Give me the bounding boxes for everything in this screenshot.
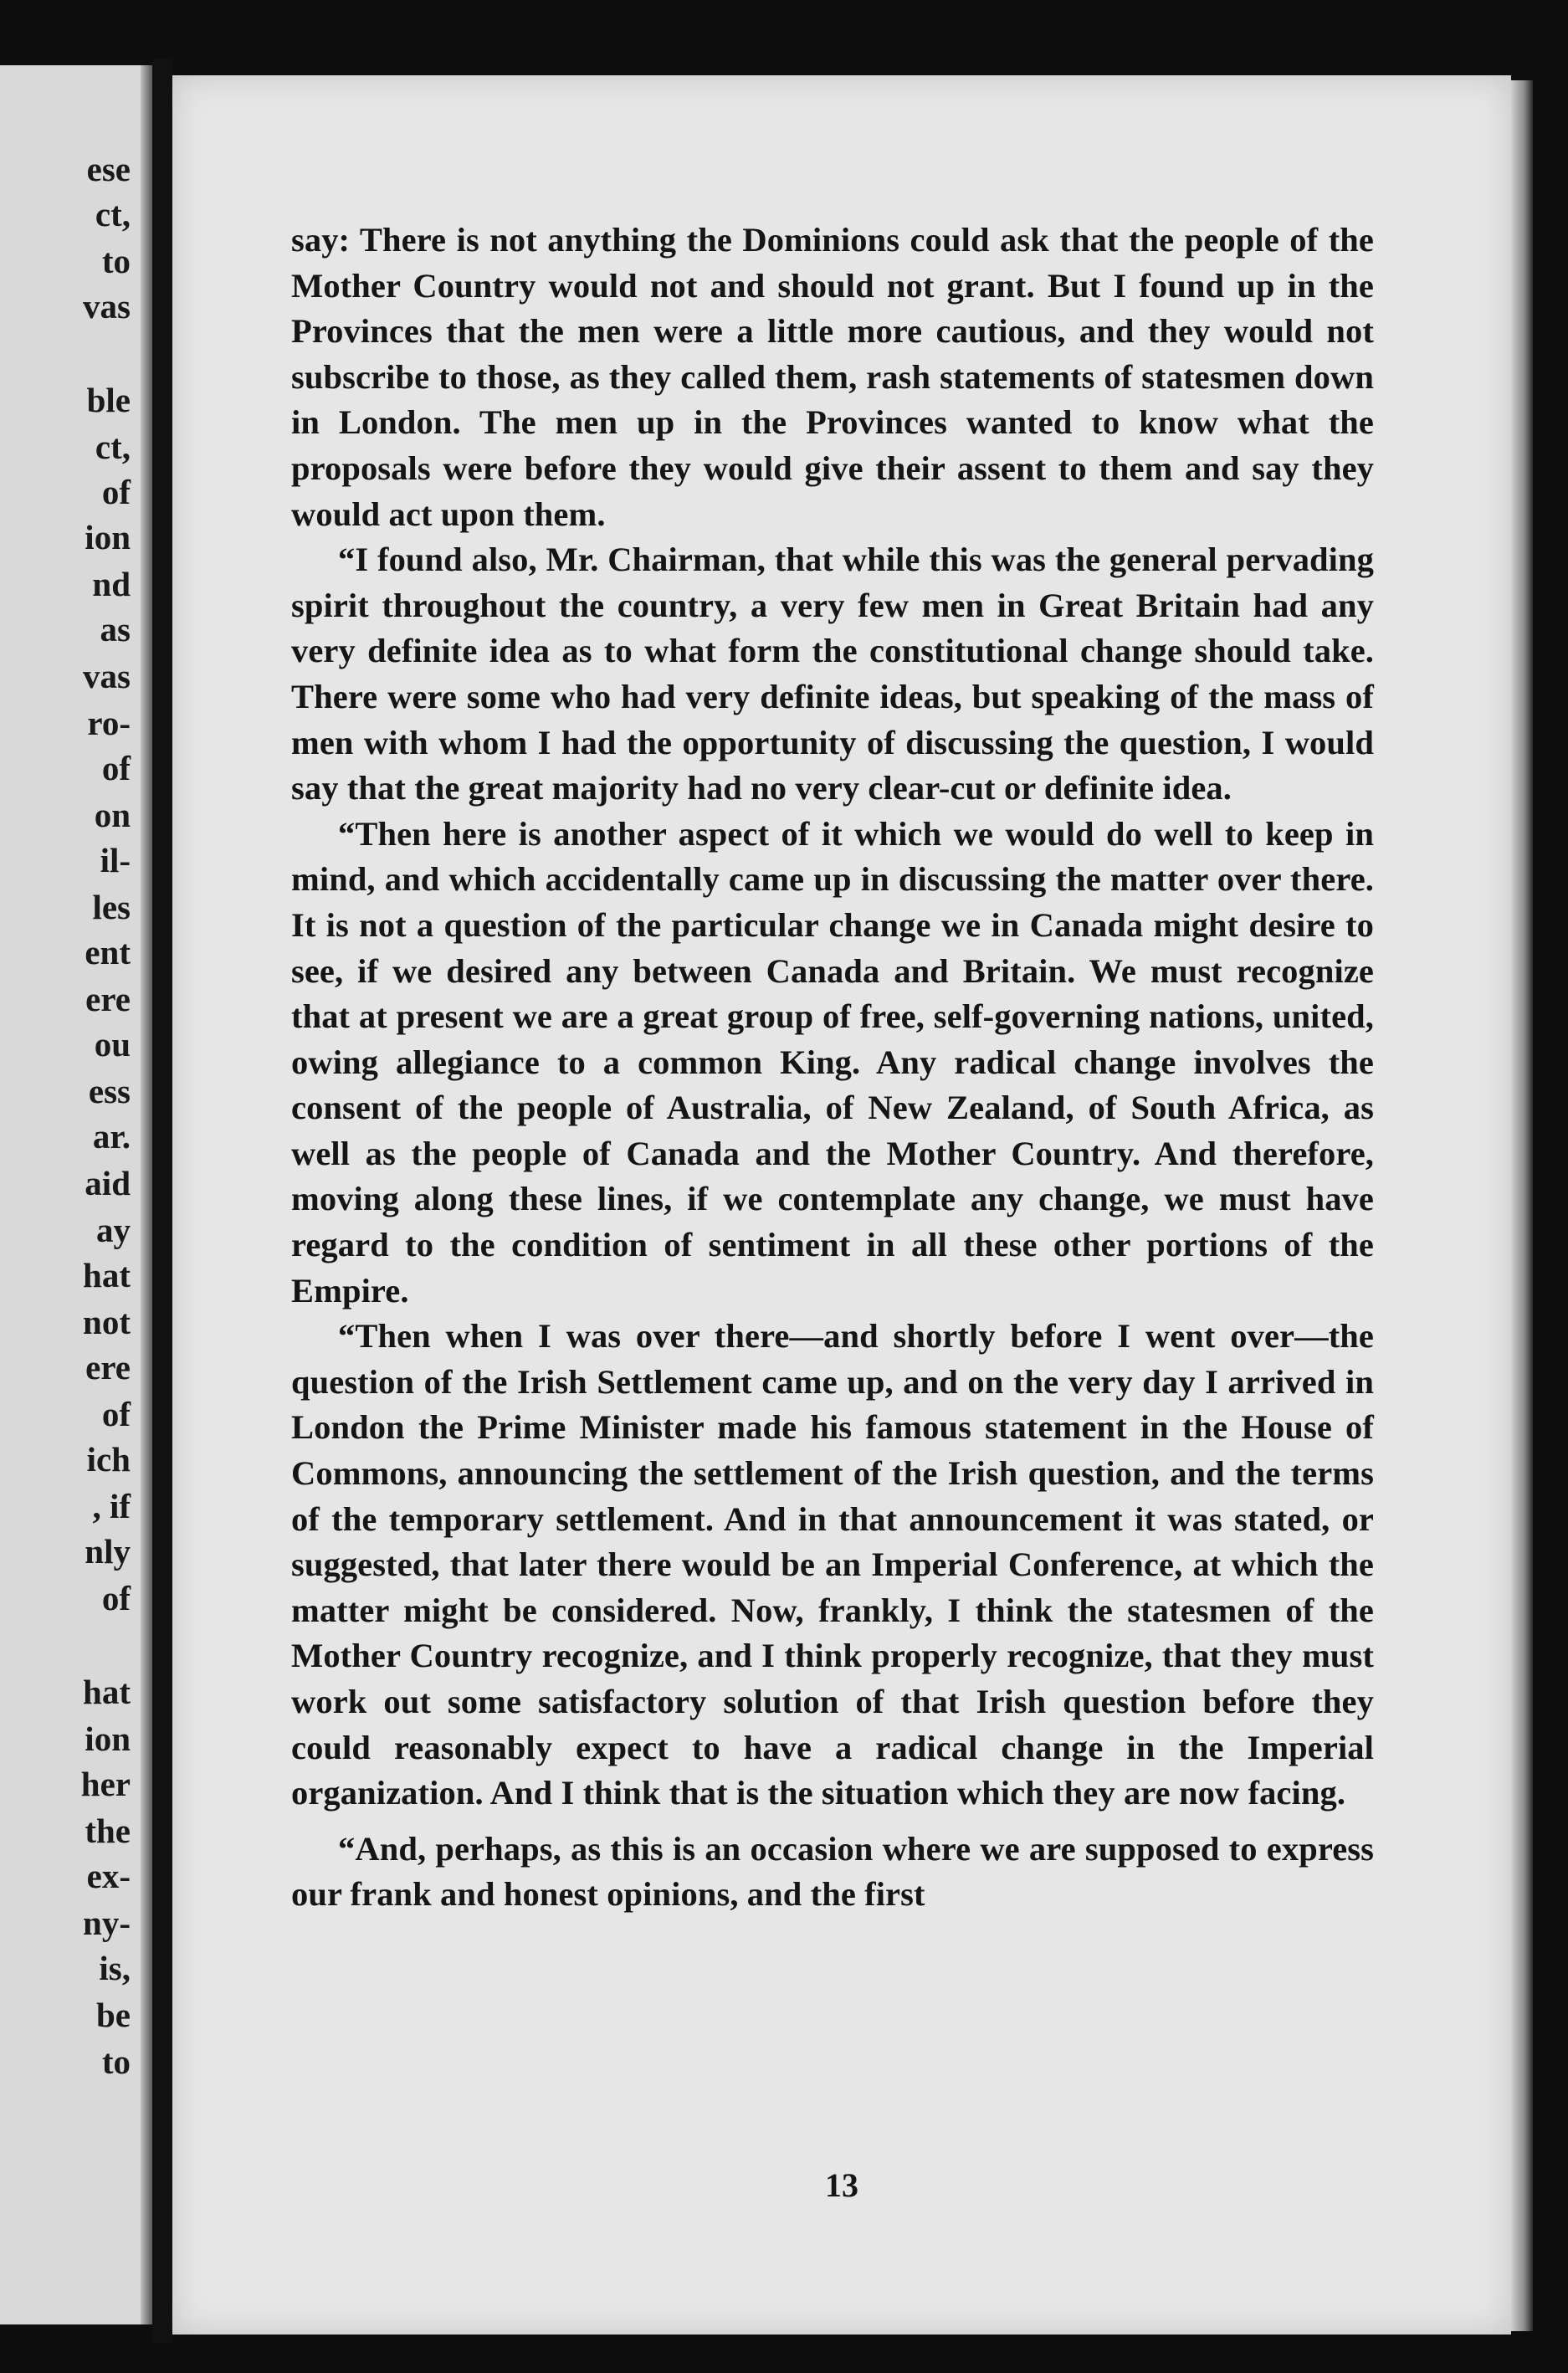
- previous-page-fragment: hat: [83, 1673, 131, 1711]
- previous-page-fragment: ion: [85, 518, 131, 556]
- previous-page-fragment: les: [92, 888, 131, 926]
- book-spine: [152, 59, 172, 2343]
- previous-page-fragment: of: [101, 1579, 131, 1617]
- previous-page-fragment: ct,: [95, 428, 131, 466]
- previous-page-fragment: ion: [85, 1720, 131, 1758]
- previous-page-fragment: to: [101, 2042, 131, 2081]
- previous-page-fragment: is,: [99, 1949, 131, 1987]
- previous-page-fragment: vas: [83, 657, 131, 695]
- previous-page-fragment: her: [80, 1765, 131, 1803]
- previous-page-fragment: on: [94, 796, 131, 834]
- book-page: [172, 75, 1511, 2335]
- previous-page-fragment: ere: [85, 1348, 131, 1386]
- previous-page-fragment: ent: [85, 933, 131, 971]
- paragraph-1: say: There is not anything the Dominions could ask that the people of the Mother Country would not and should not grant. But I found up in the Provinces that the men were a little more cautious, and they would not subscribe to those, as they called them, rash statements of statesmen down in London. The men up in the Provinces wanted to know what the proposals were before they would give their assent to them and say they would act upon them.: [291, 221, 1374, 533]
- previous-page-fragment: ese: [86, 150, 131, 188]
- previous-page-fragment: ich: [86, 1440, 131, 1479]
- previous-page-fragment: as: [100, 610, 131, 648]
- previous-page-fragment: not: [83, 1303, 131, 1341]
- page-number: 13: [825, 2166, 858, 2204]
- previous-page-fragment: nd: [92, 565, 131, 603]
- previous-page-fragment: of: [101, 749, 131, 787]
- paragraph-5: “And, perhaps, as this is an occasion where we are supposed to express our frank and honest opinions, and the first: [291, 1829, 1374, 1914]
- previous-page-fragment: ere: [85, 980, 131, 1018]
- previous-page-fragment: il-: [100, 841, 131, 879]
- previous-page-fragment: ex-: [86, 1857, 131, 1895]
- previous-page-fragment: hat: [83, 1256, 131, 1294]
- previous-page-fragment: ou: [94, 1025, 131, 1063]
- previous-page-fragment: aid: [85, 1164, 131, 1202]
- previous-page-fragment: of: [101, 1395, 131, 1433]
- previous-page-fragment: ble: [86, 381, 131, 419]
- previous-page-fragment: to: [101, 242, 131, 280]
- previous-page-fragment: ro-: [87, 704, 131, 742]
- previous-page-fragment: vas: [83, 287, 131, 325]
- previous-page-fragment: ar.: [92, 1117, 131, 1156]
- previous-page-fragment: ct,: [95, 195, 131, 233]
- previous-page-fragment: nly: [85, 1532, 131, 1571]
- previous-page-fragment: ay: [96, 1211, 131, 1249]
- previous-page-edge: [0, 65, 152, 2324]
- page-body-text: [291, 218, 1374, 1918]
- previous-page-fragment: be: [96, 1996, 131, 2034]
- paragraph-4: “Then when I was over there—and shortly before I went over—the question of the Irish Settlement came up, and on the very day I arrived in London the Prime Minister made his famous statement in the House of Commons, announcing the settlement of the Irish question, and the terms of the temporary settlement. And in that announcement it was stated, or suggested, that later there would be an Imperial Conference, at which the matter might be considered. Now, frankly, I think the statesmen of the Mother Country recognize, and I think properly recognize, that they must work out some satisfactory solution of that Irish question before they could reasonably expect to have a radical change in the Imperial organization. And I think that is the situation which they are now facing.: [291, 1317, 1374, 1812]
- page-gutter: [141, 65, 152, 2324]
- previous-page-fragment: ess: [88, 1072, 131, 1110]
- previous-page-fragment: the: [85, 1812, 131, 1850]
- previous-page-fragment: of: [101, 473, 131, 511]
- page-stack-edge: [1511, 80, 1533, 2331]
- previous-page-fragment: ny-: [83, 1904, 131, 1942]
- paragraph-3: “Then here is another aspect of it which we would do well to keep in mind, and which accidentally came up in discussing the matter over there. It is not a question of the particular change we in Canada might desire to see, if we desired any between Canada and Britain. We must recognize that at present we are a great group of free, self-governing nations, united, owing allegiance to a common King. Any radical change involves the consent of the people of Australia, of New Zealand, of South Africa, as well as the people of Canada and the Mother Country. And therefore, moving along these lines, if we contemplate any change, we must have regard to the condition of sentiment in all these other portions of the Empire.: [291, 814, 1374, 1310]
- paragraph-2: “I found also, Mr. Chairman, that while this was the general pervading spirit throughout the country, a very few men in Great Britain had any very definite idea as to what form the constitutional change should take. There were some who had very definite ideas, but speaking of the mass of men with whom I had the opportunity of discussing the question, I would say that the great majority had no very clear-cut or definite idea.: [291, 541, 1374, 807]
- previous-page-fragment: , if: [92, 1487, 131, 1525]
